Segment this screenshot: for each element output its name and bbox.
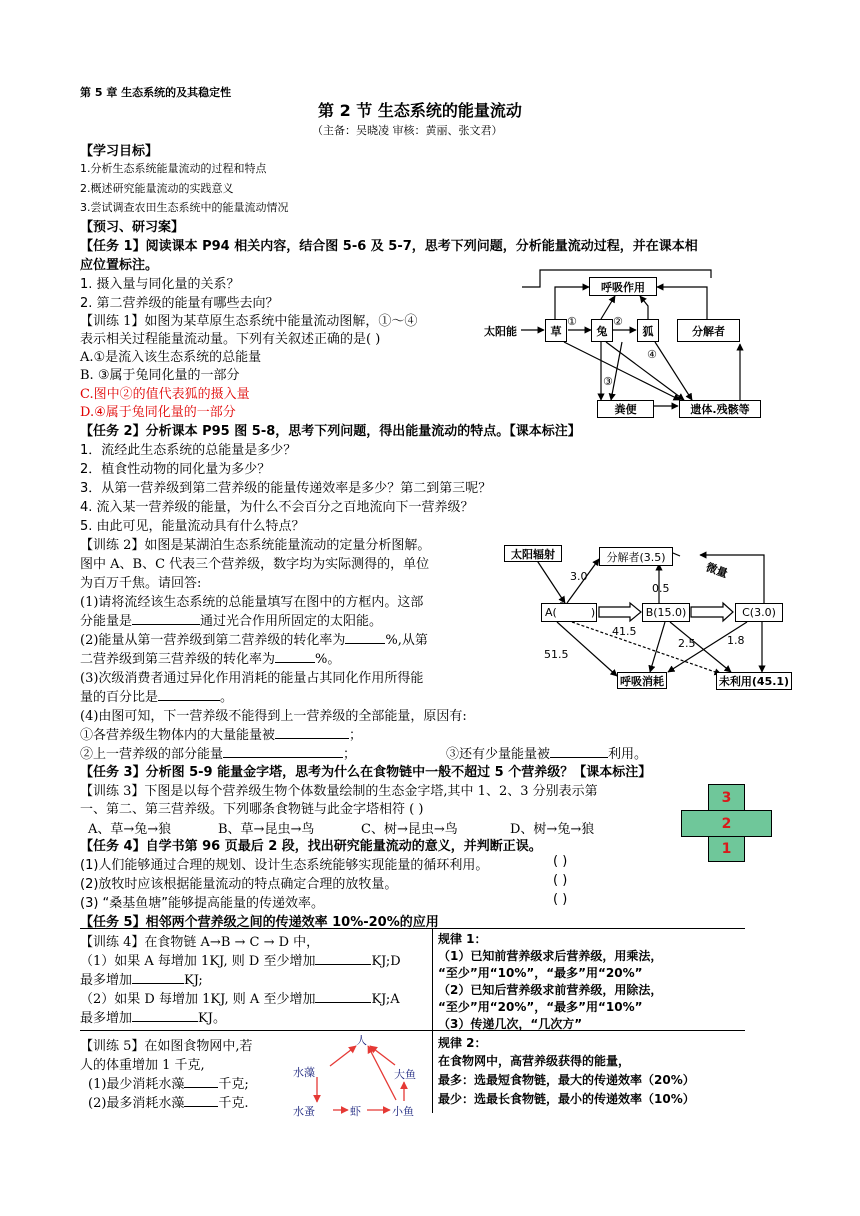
text: ； [343,747,357,762]
goal-item: 1.分析生态系统能量流动的过程和特点 [80,162,267,175]
text: ①各营养级生物体内的大量能量被 [80,728,276,743]
table-divider [432,928,433,1113]
remains-box: 遗体.残骸等 [679,400,761,418]
rule2-a: 在食物网中，高营养级获得的能量， [438,1054,631,1068]
text: 利用。 [608,747,648,762]
answer-blank[interactable] [132,971,184,984]
web-person: 人 [356,1034,367,1047]
flow-3-label: ③ [603,375,613,388]
value-0-5: 0.5 [652,582,670,595]
goal-item: 3.尝试调查农田生态系统中的能量流动情况 [80,201,289,214]
text: 千克; [218,1077,249,1092]
task5-head: 【任务 5】相邻两个营养级之间的传递效率 10%-20%的应用 [80,915,439,930]
train2-l6 [80,648,340,667]
feces-box: 粪便 [597,400,654,418]
fox-box: 狐 [637,319,659,342]
unused-box: 未利用(45.1) [716,672,792,690]
task2-q1: 1．流经此生态系统的总能量是多少？ [80,443,297,458]
text: KJ; [184,973,203,988]
web-small-fish: 小鱼 [392,1105,414,1118]
answer-blank[interactable] [184,1075,218,1088]
train2-l2: 图中 A、B、C 代表三个营养级，数字均为实际测得的，单位 [80,557,430,572]
sun-radiation-box: 太阳辐射 [504,545,562,562]
flow-4-label: ④ [647,348,657,361]
trace-label: 微量 [704,560,730,581]
b-box: B(15.0) [642,603,690,622]
flow-1-label: ① [567,315,577,328]
text: KJ;D [371,954,401,969]
train5-l1: 【训练 5】在如图食物网中,若 [80,1039,253,1054]
train2-l1: 【训练 2】如图是某湖泊生态系统能量流动的定量分析图解。 [80,538,431,553]
web-shrimp: 虾 [350,1105,361,1118]
answer-blank[interactable] [315,990,371,1003]
train5-l2: 人的体重增加 1 千克, [80,1058,205,1073]
task4-s3: (3) “桑基鱼塘”能够提高能量的传递效率。 [80,896,325,911]
a-close: ) [590,606,596,619]
train3-option-c: C、树→昆虫→鸟 [361,822,458,837]
c-box: C(3.0) [735,603,783,622]
text: ②上一营养级的部分能量 [80,747,224,762]
value-41-5: 41.5 [612,625,637,638]
train2-l8 [80,686,233,705]
answer-blank[interactable] [345,631,385,644]
decomposer-box: 分解者(3.5) [599,547,673,566]
web-algae: 水藻 [293,1066,315,1079]
train1-option-c: C.图中②的值代表狐的摄入量 [80,387,250,402]
train3-option-d: D、树→兔→狼 [510,822,595,837]
task1-q2: 2. 第二营养级的能量有哪些去向？ [80,296,279,311]
answer-blank[interactable] [275,726,349,739]
task4-head: 【任务 4】自学书第 96 页最后 2 段，找出研究能量流动的意义，并判断正误。 [80,839,542,854]
train1-l2: 表示相关过程能量流动量。下列有关叙述正确的是( ) [80,332,381,347]
task2-q5: 5. 由此可见，能量流动具有什么特点？ [80,519,305,534]
rule1-b: “至少”用“10%”，“最多”用“20%” [438,966,643,980]
task1-head: 【任务 1】阅读课本 P94 相关内容，结合图 5-6 及 5-7，思考下列问题，分析能量流动过程，并在课本相 [80,239,698,254]
train2-l11-right [446,743,647,762]
train1-option-a: A.①是流入该生态系统的总能量 [80,350,262,365]
text: KJ。 [198,1011,226,1026]
answer-blank[interactable] [315,952,371,965]
train5-l4 [88,1092,249,1111]
text: ； [349,728,363,743]
respiration-box: 呼吸消耗 [617,672,667,689]
authors: （主备：吴晓凌 审核：黄丽、张文君） [312,124,503,137]
train1-option-b: B. ③属于兔同化量的一部分 [80,368,240,383]
task2-q4: 4. 流入某一营养级的能量，为什么不会百分之百地流向下一营养级？ [80,500,474,515]
rule1-c: （2）已知后营养级求前营养级，用除法， [438,983,663,997]
goal-item: 2.概述研究能量流动的实践意义 [80,182,234,195]
answer-blank[interactable] [275,650,315,663]
respiration-box: 呼吸作用 [589,277,657,296]
task3-head: 【任务 3】分析图 5-9 能量金字塔，思考为什么在食物链中一般不超过 5 个营养级？【课本标注】 [80,765,652,780]
decomposer-box: 分解者 [677,319,740,342]
rule2-head: 规律 2： [438,1036,487,1050]
train3-l1: 【训练 3】下图是以每个营养级生物个体数量绘制的生态金字塔,其中 1、2、3 分别表示第 [80,784,598,799]
answer-blank[interactable] [550,745,608,758]
task4-s1: (1)人们能够通过合理的规划、设计生态系统能够实现能量的循环利用。 [80,858,489,873]
text: 量的百分比是 [80,690,159,705]
text: (1)最少消耗水藻 [88,1077,185,1092]
rule1-a: （1）已知前营养级求后营养级，用乘法， [438,949,663,963]
rule1-e: （3）传递几次，“几次方” [438,1017,583,1031]
text: 最多增加 [80,973,133,988]
text: （1）如果 A 每增加 1KJ, 则 D 至少增加 [80,954,316,969]
answer-blank[interactable] [158,688,220,701]
train2-l3: 为百万千焦。请回答: [80,576,202,591]
task1-head2: 应位置标注。 [80,258,159,273]
grass-box: 草 [545,319,567,342]
task2-head: 【任务 2】分析课本 P95 图 5-8，思考下列问题，得出能量流动的特点。【课本标注】 [80,424,581,439]
task4-s2-paren[interactable]: ( ) [553,873,568,888]
text: 千克. [218,1096,249,1111]
train4-l4 [80,988,400,1007]
train2-l5 [80,629,428,648]
pyramid-level-3: 3 [708,784,745,811]
preview-header: 【预习、研习案】 [80,220,185,235]
answer-blank[interactable] [223,745,343,758]
answer-blank[interactable] [132,1009,198,1022]
goals-header: 【学习目标】 [80,144,159,159]
train2-l9: (4)由图可知，下一营养级不能得到上一营养级的全部能量，原因有: [80,709,467,724]
text: 二营养级到第三营养级的转化率为 [80,652,276,667]
text: %。 [315,652,341,667]
task4-s1-paren[interactable]: ( ) [553,854,568,869]
train1-option-d: D.④属于兔同化量的一部分 [80,405,236,420]
rule1-d: “至少”用“20%”，“最多”用“10%” [438,1000,643,1014]
table-top-border [80,928,745,929]
text: (2)最多消耗水藻 [88,1096,185,1111]
text: %,从第 [385,633,428,648]
rabbit-box: 兔 [591,319,613,342]
value-51-5: 51.5 [544,648,569,661]
value-3-0: 3.0 [570,570,588,583]
text: 。 [220,690,234,705]
text: 最多增加 [80,1011,133,1026]
value-2-5: 2.5 [678,637,696,650]
web-water-flea: 水蚤 [293,1105,315,1118]
pyramid-level-2: 2 [681,810,772,837]
train1-l1: 【训练 1】如图为某草原生态系统中能量流动图解，①～④ [80,314,418,329]
train5-l3 [88,1073,249,1092]
rule2-c: 最少：选最长食物链，最小的传递效率（10%） [438,1092,695,1106]
answer-blank[interactable] [184,1094,218,1107]
text: （2）如果 D 每增加 1KJ, 则 A 至少增加 [80,992,316,1007]
task4-s3-paren[interactable]: ( ) [553,892,568,907]
rule1-head: 规律 1： [438,932,487,946]
train2-l11 [80,743,356,762]
rule2-b: 最多：选最短食物链，最大的传递效率（20%） [438,1073,695,1087]
table-mid-border [80,1030,745,1031]
task2-q2: 2．植食性动物的同化量为多少？ [80,462,271,477]
train4-l3 [80,969,203,988]
train4-l2 [80,950,401,969]
train2-l7: (3)次级消费者通过异化作用消耗的能量占其同化作用所得能 [80,671,424,686]
flow-2-label: ② [613,315,623,328]
pyramid-level-1: 1 [708,836,745,862]
answer-blank[interactable] [132,612,200,625]
text: KJ;A [371,992,400,1007]
chapter-label: 第 5 章 生态系统的及其稳定性 [80,86,232,99]
train2-l10 [80,724,362,743]
sun-energy-label: 太阳能 [484,325,517,338]
task4-s2: (2)放牧时应该根据能量流动的特点确定合理的放牧量。 [80,877,398,892]
text: 通过光合作用所固定的太阳能。 [200,614,383,629]
text: 分能量是 [80,614,133,629]
train2-l4 [80,610,382,629]
task1-q1: 1. 摄入量与同化量的关系？ [80,277,240,292]
train4-l1: 【训练 4】在食物链 A→B → C → D 中， [80,935,320,950]
value-1-8: 1.8 [727,634,745,647]
page-title: 第 2 节 生态系统的能量流动 [318,101,522,120]
task2-q3: 3．从第一营养级到第二营养级的能量传递效率是多少？第二到第三呢？ [80,481,492,496]
web-big-fish: 大鱼 [394,1068,416,1081]
train3-option-b: B、草→昆虫→鸟 [218,822,315,837]
a-label: A( [545,606,557,619]
a-box [541,603,597,622]
train3-option-a: A、草→兔→狼 [88,822,172,837]
text: (2)能量从第一营养级到第二营养级的转化率为 [80,633,346,648]
train3-l2: 一、第二、第三营养级。下列哪条食物链与此金字塔相符 ( ) [80,802,424,817]
train4-l5 [80,1007,226,1026]
text: ③还有少量能量被 [446,747,551,762]
train2-l4a: (1)请将流经该生态系统的总能量填写在图中的方框内。这部 [80,595,424,610]
